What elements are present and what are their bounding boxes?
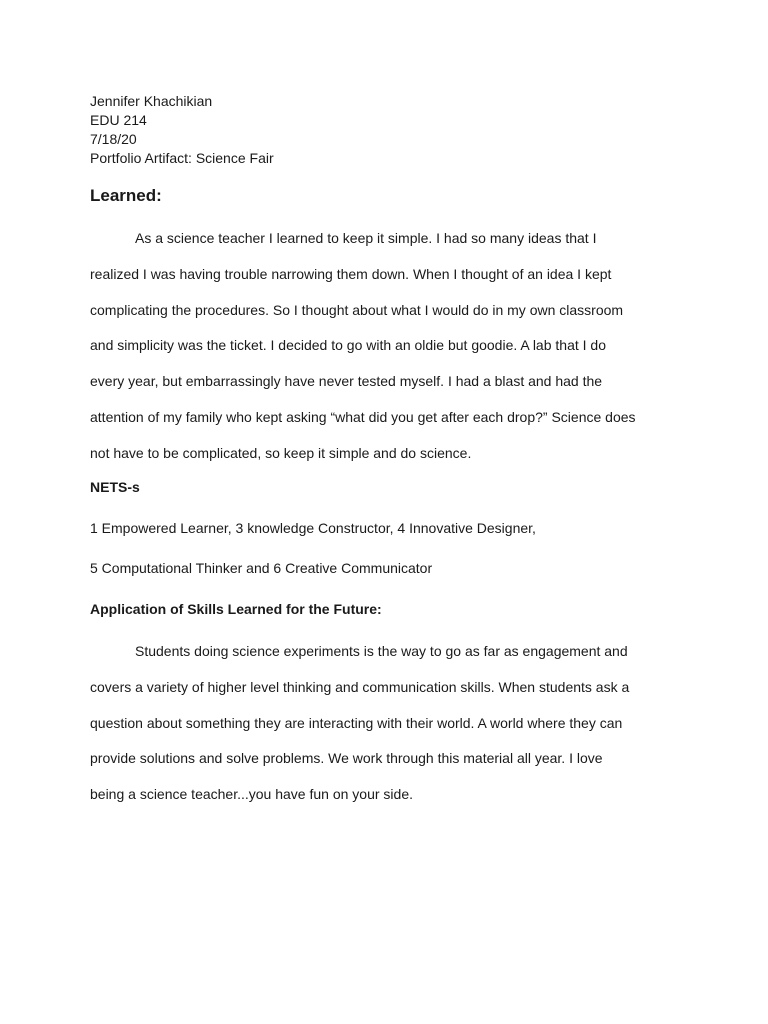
document-date: 7/18/20	[90, 131, 137, 147]
application-paragraph	[90, 634, 690, 813]
paragraph-line: covers a variety of higher level thinking and communication skills. When students ask a	[90, 678, 630, 695]
learned-heading: Learned:	[90, 186, 162, 205]
artifact-title: Portfolio Artifact: Science Fair	[90, 150, 274, 166]
nets-heading: NETS-s	[90, 479, 140, 495]
paragraph-line: attention of my family who kept asking “what did you get after each drop?” Science does	[90, 408, 636, 425]
application-heading: Application of Skills Learned for the Future:	[90, 601, 382, 617]
author-name: Jennifer Khachikian	[90, 93, 213, 109]
learned-paragraph	[90, 221, 690, 472]
course-code: EDU 214	[90, 112, 147, 128]
nets-standards-line: 1 Empowered Learner, 3 knowledge Constructor, 4 Innovative Designer,	[90, 520, 536, 536]
paragraph-line: realized I was having trouble narrowing them down. When I thought of an idea I kept	[90, 265, 612, 282]
paragraph-line: question about something they are interacting with their world. A world where they can	[90, 714, 623, 731]
paragraph-line: being a science teacher...you have fun on your side.	[90, 786, 413, 803]
paragraph-line: Students doing science experiments is the way to go as far as engagement and	[135, 643, 628, 659]
paragraph-line: complicating the procedures. So I thought about what I would do in my own classroom	[90, 301, 624, 318]
paragraph-line: provide solutions and solve problems. We work through this material all year. I love	[90, 750, 603, 767]
paragraph-line: As a science teacher I learned to keep it simple. I had so many ideas that I	[135, 230, 597, 246]
paragraph-line: every year, but embarrassingly have never tested myself. I had a blast and had the	[90, 373, 603, 390]
paragraph-line: not have to be complicated, so keep it simple and do science.	[90, 444, 472, 461]
document-header	[90, 92, 274, 168]
nets-standards-line: 5 Computational Thinker and 6 Creative Communicator	[90, 560, 433, 576]
paragraph-line: and simplicity was the ticket. I decided to go with an oldie but goodie. A lab that I do	[90, 337, 606, 354]
